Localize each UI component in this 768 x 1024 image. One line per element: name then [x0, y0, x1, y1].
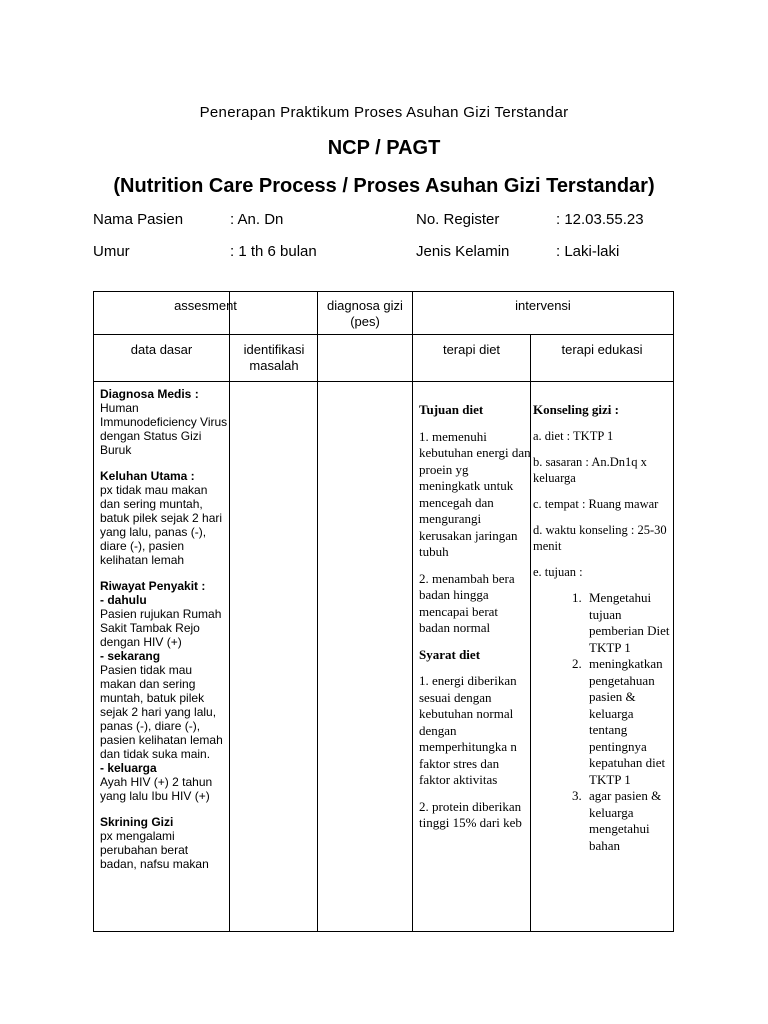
subheader-terapi-edukasi: terapi edukasi [561, 342, 643, 357]
tujuan-diet-label: Tujuan diet [419, 402, 484, 417]
divider [412, 292, 413, 931]
tujuan-diet-2: 2. menambah bera badan hingga mencapai berat badan normal [419, 570, 515, 635]
age-label: Umur [93, 243, 130, 260]
ncp-table [93, 291, 674, 932]
diag-medis-label: Diagnosa Medis : [100, 387, 199, 401]
divider [229, 292, 230, 931]
syarat-diet-2: 2. protein diberikan tinggi 15% dari keb [419, 798, 522, 830]
subheader-terapi-diet: terapi diet [442, 342, 501, 357]
konseling-b: b. sasaran : An.Dn1q x keluarga [533, 455, 647, 485]
riwayat-label: Riwayat Penyakit : [100, 579, 206, 593]
keluhan-text: px tidak mau makan dan sering muntah, batuk pilek sejak 2 hari yang lalu, panas (-), diare (-), pasien kelihatan lemah [100, 483, 223, 567]
syarat-diet-1: 1. energi diberikan sesuai dengan kebutuhan normal dengan memperhitungka n faktor stres dan faktor aktivitas [419, 673, 517, 787]
dahulu-text: Pasien rujukan Rumah Sakit Tambak Rejo dengan HIV (+) [100, 607, 222, 649]
skrining-label: Skrining Gizi [100, 815, 174, 829]
gender-value: : Laki-laki [556, 243, 620, 260]
terapi-diet-cell [419, 402, 531, 832]
header-intervention: intervensi [515, 298, 571, 313]
register-label: No. Register [416, 211, 500, 228]
divider [94, 334, 673, 335]
divider [317, 292, 318, 931]
sekarang-label: - sekarang [100, 649, 161, 663]
gender-label: Jenis Kelamin [416, 243, 510, 260]
syarat-diet-label: Syarat diet [419, 646, 481, 662]
document-title: NCP / PAGT [327, 137, 441, 159]
terapi-edukasi-cell [533, 402, 673, 854]
patient-name-label: Nama Pasien [93, 211, 184, 228]
sekarang-text: Pasien tidak mau makan dan sering muntah, batuk pilek sejak 2 hari yang lalu, panas (-), diare (-), pasien kelihatan lemah dan tidak suka main. [100, 663, 223, 761]
tujuan-diet-1: 1. memenuhi kebutuhan energi dan proein yg meningkatk untuk mencegah dan mengurangi kerusakan jaringan tubuh [419, 428, 531, 559]
konseling-a: a. diet : TKTP 1 [533, 429, 614, 443]
keluhan-label: Keluhan Utama : [100, 469, 195, 483]
konseling-d: d. waktu konseling : 25-30 menit [533, 523, 667, 553]
document-pretitle: Penerapan Praktikum Proses Asuhan Gizi Terstandar [199, 104, 569, 121]
konseling-label: Konseling gizi : [533, 402, 619, 417]
divider [94, 381, 673, 382]
register-value: : 12.03.55.23 [556, 211, 644, 228]
tujuan-list [533, 590, 673, 854]
keluarga-text: Ayah HIV (+) 2 tahun yang lalu Ibu HIV (+) [100, 775, 213, 803]
konseling-e: e. tujuan : [533, 565, 583, 579]
age-value: : 1 th 6 bulan [230, 243, 317, 260]
list-item: 2. meningkatkan pengetahuan pasien & keluarga tentang pentingnya kepatuhan diet TKTP 1 [585, 656, 673, 788]
data-dasar-cell [100, 387, 228, 871]
subheader-identifikasi: identifikasi masalah [243, 342, 305, 373]
list-item: 1. Mengetahui tujuan pemberian Diet TKTP 1 [585, 590, 673, 656]
header-assessment: assesment [174, 298, 237, 313]
subheader-data-dasar: data dasar [130, 342, 193, 357]
dahulu-label: - dahulu [100, 593, 147, 607]
header-diagnosis: diagnosa gizi (pes) [327, 298, 403, 329]
patient-name-value: : An. Dn [230, 211, 284, 228]
document-subtitle: (Nutrition Care Process / Proses Asuhan Gizi Terstandar) [113, 175, 655, 197]
keluarga-label: - keluarga [100, 761, 157, 775]
skrining-text: px mengalami perubahan berat badan, nafsu makan [100, 829, 209, 871]
list-item: 3. agar pasien & keluarga mengetahui bahan [585, 788, 673, 854]
konseling-c: c. tempat : Ruang mawar [533, 497, 659, 511]
diag-medis-text: Human Immunodeficiency Virus dengan Status Gizi Buruk [100, 401, 228, 457]
